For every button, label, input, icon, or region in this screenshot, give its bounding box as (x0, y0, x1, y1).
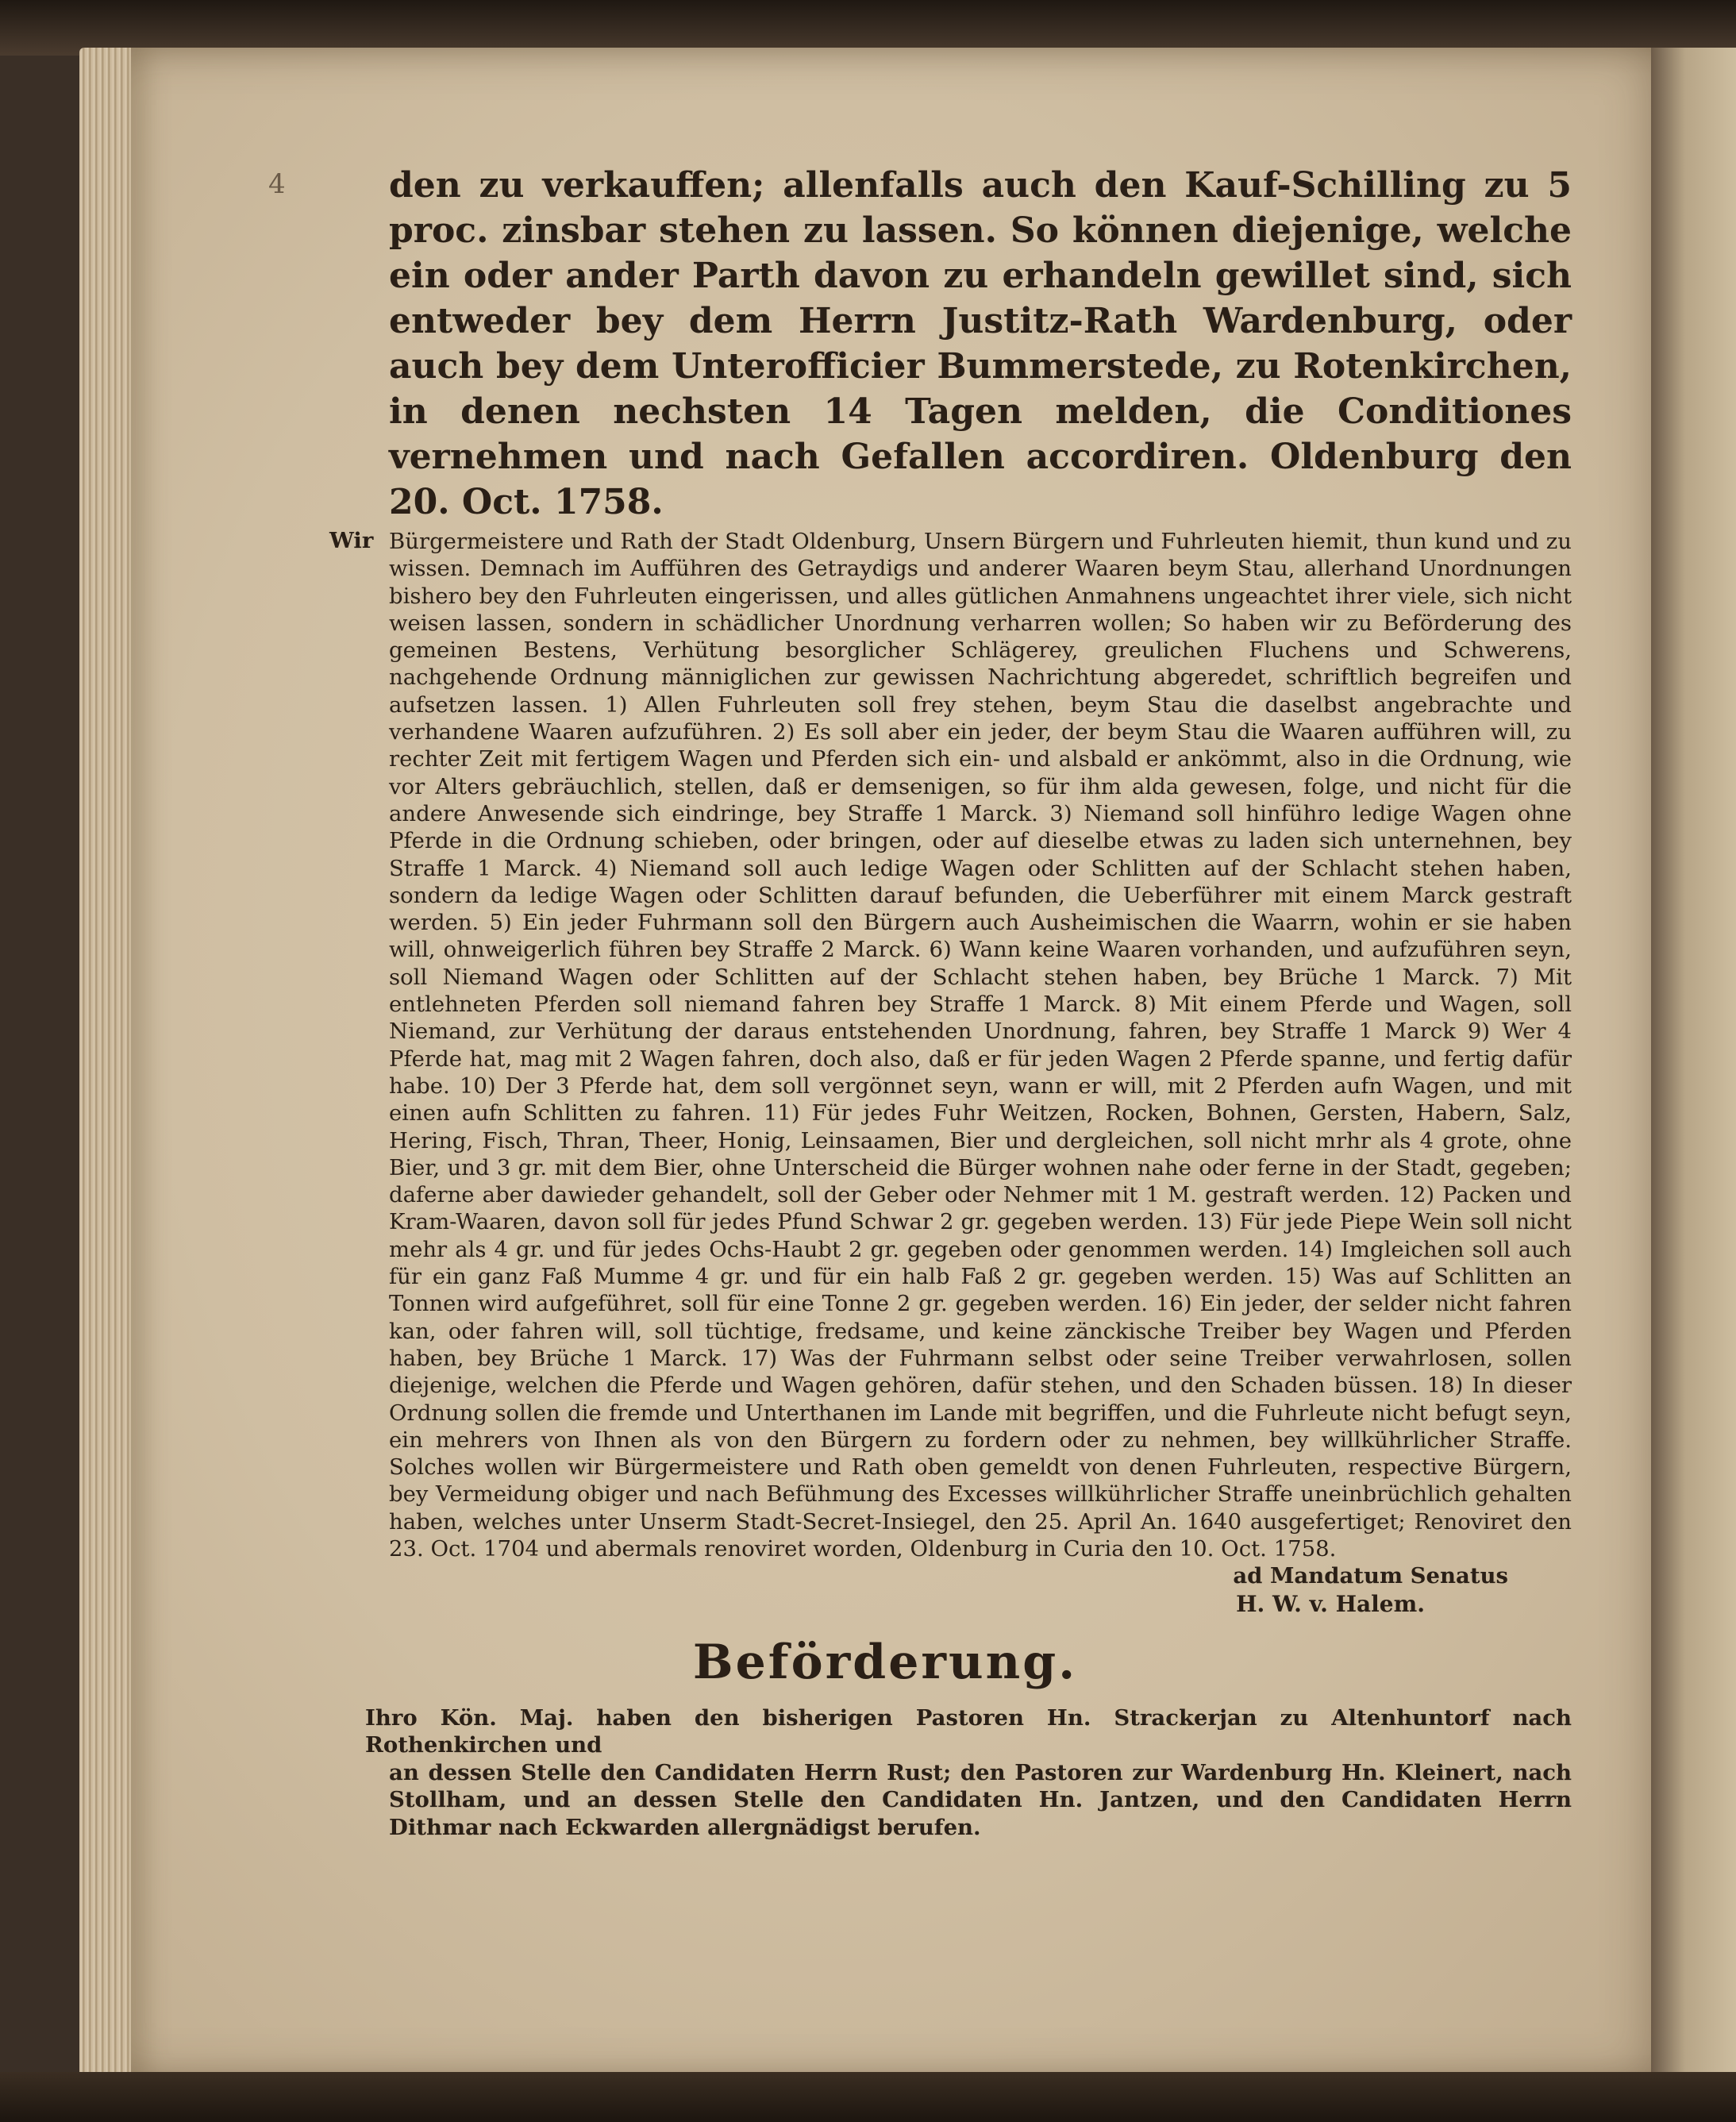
sale-notice (389, 163, 1572, 525)
ordinance-initial: Wir (329, 528, 374, 553)
ordinance (329, 528, 1572, 1619)
promotion-line-1: Ihro Kön. Maj. haben den bisherigen Pastoren Hn. Strackerjan zu Altenhuntorf nach Rothenkirchen und (365, 1704, 1572, 1758)
margin-mark: 4 (268, 168, 286, 200)
mandatum-text: ad Mandatum Senatus (1233, 1563, 1508, 1589)
book-gutter (1651, 48, 1736, 2096)
sale-notice-date: Oldenburg den 20. Oct. 1758. (389, 437, 1572, 522)
page-content (329, 163, 1572, 1841)
section-heading: Beförderung. (692, 1634, 1078, 1690)
signature: H. W. v. Halem. (1236, 1590, 1425, 1617)
mandatum-line (389, 1562, 1572, 1589)
promotion-notice (365, 1704, 1572, 1842)
background-bottom (0, 2072, 1736, 2122)
sale-notice-text: den zu verkauffen; allenfalls auch den Kauf-Schilling zu 5 proc. zinsbar stehen zu lassen. So können diejenige, welche ein oder ander Parth davon zu erhandeln gewillet sind, sich entweder bey dem Herrn Justitz-Rath Wardenburg, oder auch bey dem Unterofficier Bummerstede, zu Rotenkirchen, in denen nechsten 14 Tagen melden, die Conditiones vernehmen und nach Gefallen accordiren. (389, 165, 1572, 477)
promotion-rest: an dessen Stelle den Candidaten Herrn Rust; den Pastoren zur Wardenburg Hn. Kleinert, nach Stollham, und an dessen Stelle den Candidaten Hn. Jantzen, und den Candidaten Herrn Dithmar nach Eckwarden allergnädigst berufen. (389, 1759, 1572, 1840)
ordinance-text: Bürgermeistere und Rath der Stadt Oldenburg, Unsern Bürgern und Fuhrleuten hiemit, thun kund und zu wissen. Demnach im Aufführen des Getraydigs und anderer Waaren beym Stau, allerhand Unordnungen bishero bey den Fuhrleuten eingerissen, und alles gütlichen Anmahnens ungeachtet ihrer viele, sich nicht weisen lassen, sondern in schädlicher Unordnung verharren wollen; So haben wir zu Beförderung des gemeinen Bestens, Verhütung besorglicher Schlägerey, greulichen Fluchens und Schwerens, nachgehende Ordnung männiglichen zur gewissen Nachrichtung abgeredet, schriftlich begreifen und aufsetzen lassen. 1) Allen Fuhrleuten soll frey stehen, beym Stau die daselbst angebrachte und verhandene Waaren aufzuführen. 2) Es soll aber ein jeder, der beym Stau die Waaren aufführen will, zu rechter Zeit mit fertigem Wagen und Pferden sich ein- und alsbald er ankömmt, also in die Ordnung, wie vor Alters gebräuchlich, stellen, daß er demsenigen, so für ihm alda gewesen, folge, und nicht für die andere Anwesende sich eindringe, bey Straffe 1 Marck. 3) Niemand soll hinführo ledige Wagen ohne Pferde in die Ordnung schieben, oder bringen, oder auf dieselbe etwas zu laden sich unternehnen, bey Straffe 1 Marck. 4) Niemand soll auch ledige Wagen oder Schlitten auf der Schlacht stehen haben, sondern da ledige Wagen oder Schlitten darauf befunden, die Ueberführer mit einem Marck gestraft werden. 5) Ein jeder Fuhrmann soll den Bürgern auch Ausheimischen die Waarrn, wohin er sie haben will, ohnweigerlich führen bey Straffe 2 Marck. 6) Wann keine Waaren vorhanden, und aufzuführen seyn, soll Niemand Wagen oder Schlitten auf der Schlacht stehen haben, bey Brüche 1 Marck. 7) Mit entlehneten Pferden soll niemand fahren bey Straffe 1 Marck. 8) Mit einem Pferde und Wagen, soll Niemand, zur Verhütung der daraus entstehenden Unordnung, fahren, bey Straffe 1 Marck 9) Wer 4 Pferde hat, mag mit 2 Wagen fahren, doch also, daß er für jeden Wagen 2 Pferde spanne, und fertig dafür habe. 10) Der 3 Pferde hat, dem soll vergönnet seyn, wann er will, mit 2 Pferden aufn Wagen, und mit einen aufn Schlitten zu fahren. 11) Für jedes Fuhr Weitzen, Rocken, Bohnen, Gersten, Habern, Salz, Hering, Fisch, Thran, Theer, Honig, Leinsaamen, Bier und dergleichen, soll nicht mrhr als 4 grote, ohne Bier, und 3 gr. mit dem Bier, ohne Unterscheid die Bürger wohnen nahe oder ferne in der Stadt, gegeben; daferne aber dawieder gehandelt, soll der Geber oder Nehmer mit 1 M. gestraft werden. 12) Packen und Kram-Waaren, davon soll für jedes Pfund Schwar 2 gr. gegeben werden. 13) Für jede Piepe Wein soll nicht mehr als 4 gr. und für jedes Ochs-Haubt 2 gr. gegeben oder genommen werden. 14) Imgleichen soll auch für ein ganz Faß Mumme 4 gr. und für ein halb Faß 2 gr. gegeben werden. 15) Was auf Schlitten an Tonnen wird aufgeführet, soll für eine Tonne 2 gr. gegeben werden. 16) Ein jeder, der selder nicht fahren kan, oder fahren will, soll tüchtige, fredsame, und keine zänckische Treiber bey Wagen und Pferden haben, bey Brüche 1 Marck. 17) Was der Fuhrmann selbst oder seine Treiber verwahrlosen, sollen diejenige, welchen die Pferde und Wagen gehören, dafür stehen, und den Schaden büssen. 18) In dieser Ordnung sollen die fremde und Unterthanen im Lande mit begriffen, und die Fuhrleute nicht befugt seyn, ein mehrers von Ihnen als von den Bürgern zu fordern oder zu nehmen, bey willkührlicher Straffe. Solches wollen wir Bürgermeistere und Rath oben gemeldt von denen Fuhrleuten, respective Bürgern, bey Vermeidung obiger und nach Befühmung des Excesses willkührlicher Straffe uneinbrüchlich gehalten haben, welches unter Unserm Stadt-Secret-Insiegel, den 25. April An. 1640 ausgefertiget; Renoviret den 23. Oct. 1704 und abermals renoviret worden, Oldenburg in Curia den 10. Oct. 1758. (389, 529, 1572, 1562)
